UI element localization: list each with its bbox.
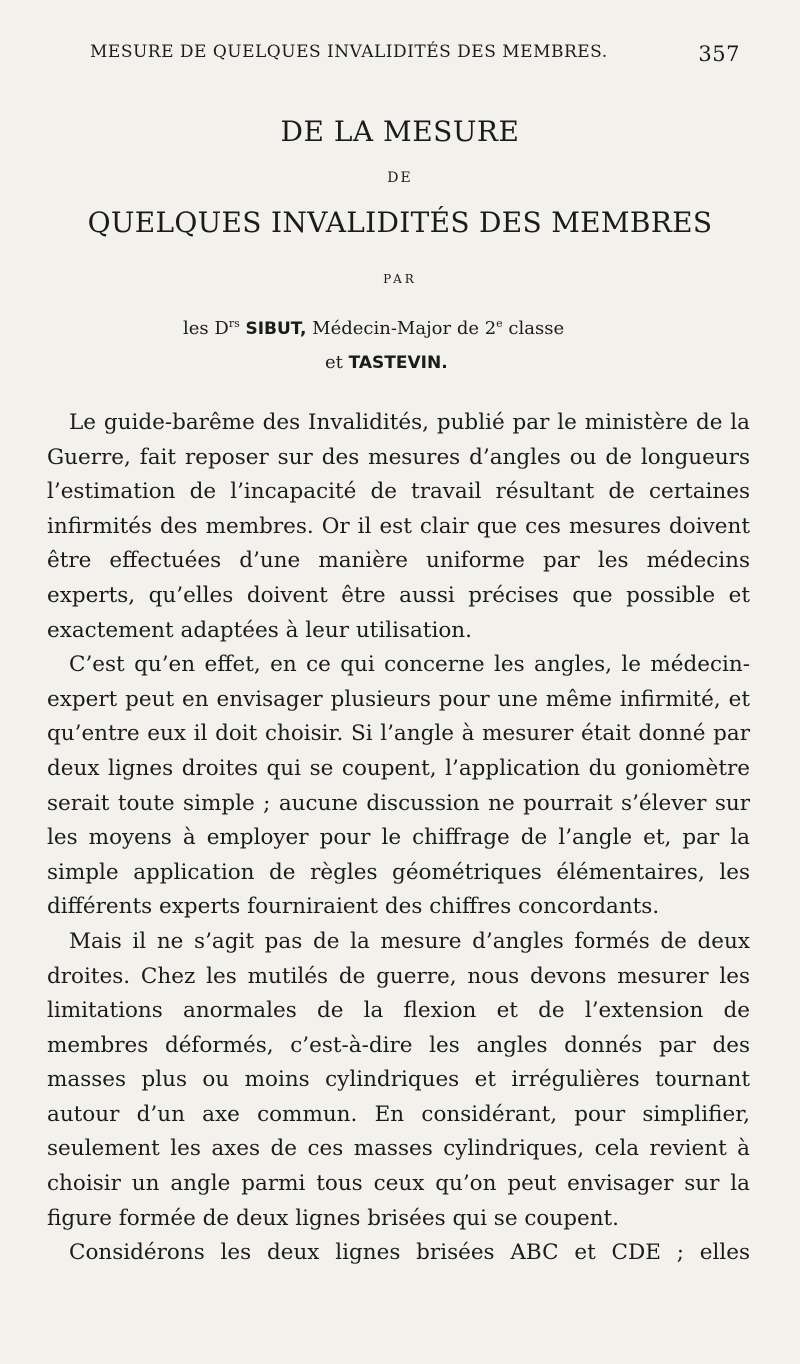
paragraph: C’est qu’en effet, en ce qui concerne les angles, le médecin-expert peut en envisager plusieurs pour une même infirmité, et qu’entre eux il doit choisir. Si l’angle à mesurer était donné par deux lignes droites qui se coupent, l’application du goniomètre serait toute simple ; aucune discussion ne pourrait s’élever sur les moyens à employer pour le chiffrage de l’angle et, par la simple application de règles géométriques élémentaires, les différents experts fourniraient des chiffres concordants. xyxy=(47,652,750,920)
article-title-line-2: DE xyxy=(387,170,413,186)
author-sibut: SIBUT, xyxy=(245,319,307,339)
author-rank-class: classe xyxy=(502,318,565,339)
authors-prefix: les D xyxy=(183,318,229,339)
authors-line-1 xyxy=(183,318,564,339)
article-title-line-1: DE LA MESURE xyxy=(280,115,520,148)
author-rank-sup: e xyxy=(496,317,503,330)
author-rank: Médecin-Major de 2 xyxy=(306,318,497,339)
author-tastevin: TASTEVIN. xyxy=(348,353,448,373)
paragraph: Considérons les deux lignes brisées ABC et CDE ; elles xyxy=(69,1240,750,1266)
running-head-title: MESURE DE QUELQUES INVALIDITÉS DES MEMBRES. xyxy=(90,42,608,62)
paragraph: Mais il ne s’agit pas de la mesure d’angles formés de deux droites. Chez les mutilés de guerre, nous devons mesurer les limitations anormales de la flexion et de l’extension de membres déformés, c’est-à-dire les angles donnés par des masses plus ou moins cylindriques et irrégulières tournant autour d’un axe commun. En considérant, pour simplifier, seulement les axes de ces masses cylindriques, cela revient à choisir un angle parmi tous ceux qu’on peut envisager sur la figure formée de deux lignes brisées qui se coupent. xyxy=(47,928,750,1231)
byline-par: PAR xyxy=(383,272,417,286)
body-text xyxy=(47,406,750,1271)
authors-prefix-sup: rs xyxy=(228,317,240,330)
article-title-line-3: QUELQUES INVALIDITÉS DES MEMBRES xyxy=(87,206,713,239)
paragraph: Le guide-barême des Invalidités, publié par le ministère de la Guerre, fait reposer sur des mesures d’angles ou de longueurs l’estimation de l’incapacité de travail résultant de certaines infirmités des membres. Or il est clair que ces mesures doivent être effectuées d’une manière uniforme par les médecins experts, qu’elles doivent être aussi précises que possible et exactement adaptées à leur utilisation. xyxy=(47,410,750,643)
authors-line-2 xyxy=(325,352,448,373)
page-number: 357 xyxy=(698,42,740,66)
authors-conjunction: et xyxy=(325,352,349,373)
running-head xyxy=(90,42,740,66)
